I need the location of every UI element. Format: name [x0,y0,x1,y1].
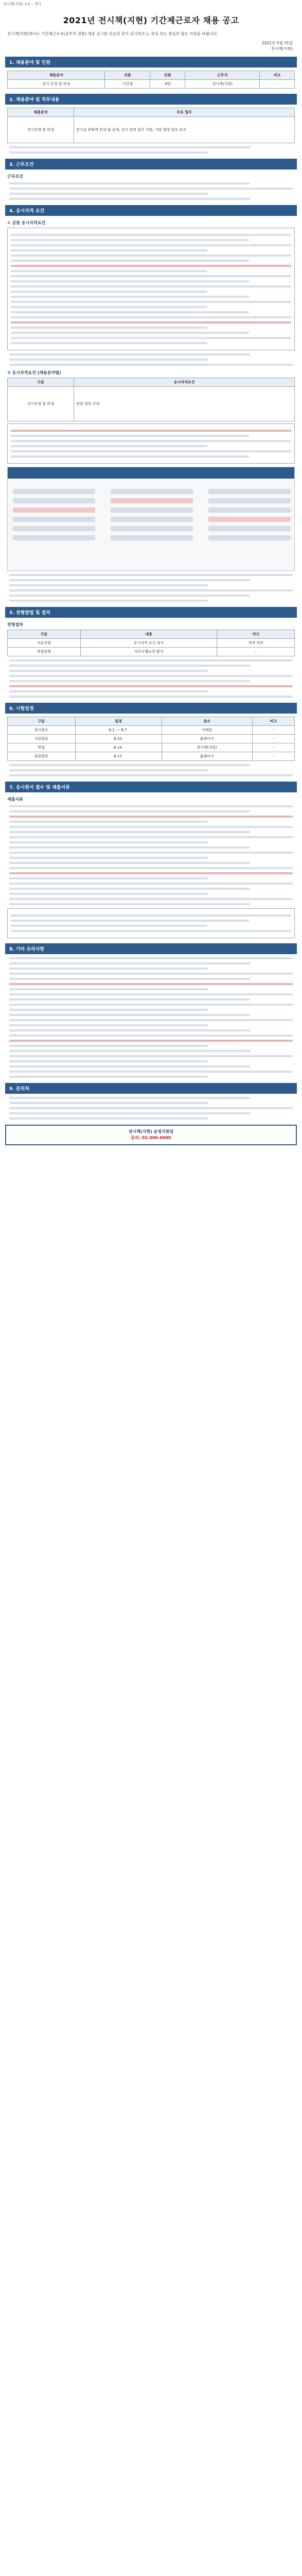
table4-cell: - [217,648,295,656]
table5-cell: - [252,752,294,761]
contact-phone: 문의: 02-000-0000 [131,1136,171,1140]
contact-box [5,1125,297,1145]
table5-header: 일정 [75,717,162,726]
table5-cell: - [252,743,294,752]
contact-organization: 전시책(지현) 운영지원팀 [128,1129,174,1134]
table5-cell: 홈페이지 [162,752,252,761]
section-8-header: 8. 기타 유의사항 [5,943,297,954]
intro-text: 전시책(지현)에서는 기간제근로자(공무직 전환) 채용 공고를 다음과 같이 실시하오니, 관심 있는 분들의 많은 지원을 바랍니다. [7,31,218,36]
table4-header: 구분 [8,630,81,639]
document-page [2,0,300,1145]
date-line [2,40,300,52]
selection-procedure-title: 전형절차 [7,622,23,627]
table3-cell: 관련 경력 우대 [74,387,295,421]
table2-header: 주요 업무 [74,108,295,117]
section-5-header: 5. 전형방법 및 절차 [5,607,297,618]
table4-cell: 적격 여부 [217,639,295,648]
table5-cell: 서류발표 [8,735,76,743]
table4-header: 비고 [217,630,295,639]
table1-cell: 전시책(지현) [185,80,260,89]
table5-cell: 6.10. [75,735,162,743]
common-qualification-title: ① 공통 응시자격요건 [7,221,46,225]
table5-cell: 6.17. [75,752,162,761]
schedule-table [7,717,295,761]
table1-cell: 기간제 [105,80,150,89]
organization: 전시책(지현) [271,46,293,51]
work-conditions-text [9,182,293,200]
table3-header: 응시자격요건 [74,378,295,387]
table4-cell: 면접전형 [8,648,81,656]
table5-header: 비고 [252,717,294,726]
table5-cell: 홈페이지 [162,735,252,743]
table1-cell: 전시 운영 및 안내 [8,80,105,89]
table4-header: 내용 [80,630,217,639]
documents-title: 제출서류 [7,797,23,802]
table5-cell: 최종발표 [8,752,76,761]
table3-cell: 전시운영 및 안내 [8,387,74,421]
table5-cell: 이메일 [162,726,252,735]
table2-header: 채용분야 [8,108,74,117]
table3-header: 구분 [8,378,74,387]
table5-cell: - [252,726,294,735]
duty-table [7,108,295,143]
table2-cell: 전시운영 및 안내 [8,117,74,143]
date: 2021년 5월 31일 [262,41,293,45]
section-4-header: 4. 응시자격 요건 [5,205,297,216]
section-2-notes [9,146,293,154]
procedure-table [7,630,295,656]
table2-cell: 전시실 관람객 안내 및 응대, 전시 관련 업무 지원, 기타 행정 업무 보조 [74,117,295,143]
section-2-header: 2. 채용분야 및 직무내용 [5,94,297,105]
table5-cell: 6.14. [75,743,162,752]
field-qualification-title: ② 응시자격요건 (채용분야별) [7,370,61,375]
table1-header: 인원 [150,71,185,80]
notes-text [9,957,293,1078]
application-form-image [7,467,295,571]
table4-cell: 직무수행능력 평가 [80,648,217,656]
table1-header: 근무지 [185,71,260,80]
page-title: 2021년 전시책(지현) 기간제근로자 채용 공고 [63,15,239,25]
qualification-notes [9,353,293,366]
section-3-header: 3. 근무조건 [5,159,297,170]
table5-cell: 전시책(지현) [162,743,252,752]
table5-header: 장소 [162,717,252,726]
table1-cell: 0명 [150,80,185,89]
section-9-header: 9. 문의처 [5,1083,297,1094]
table4-cell: 서류전형 [8,639,81,648]
section-3-subtitle: 근무조건 [7,174,23,179]
table1-header: 직종 [105,71,150,80]
schedule-notes [9,764,293,776]
section-1-header: 1. 채용분야 및 인원 [5,57,297,67]
table1-cell: - [260,80,295,89]
procedure-notes [9,659,293,698]
contact-notes [9,1097,293,1120]
table5-cell: 원서접수 [8,726,76,735]
qualification-detail-box [7,423,295,464]
table5-cell: 면접 [8,743,76,752]
table5-cell: - [252,735,294,743]
top-note: 전시책(지현) 1차 – 게시 [3,2,42,6]
recruit-table [7,71,295,89]
documents-box [7,908,295,938]
section-7-header: 7. 응시원서 접수 및 제출서류 [5,782,297,792]
table1-header: 채용분야 [8,71,105,80]
documents-text [9,805,293,905]
section-6-header: 6. 시험일정 [5,703,297,714]
table5-header: 구분 [8,717,76,726]
table1-header: 비고 [260,71,295,80]
form-notes [9,574,293,602]
table5-cell: 6.1. ~ 6.7. [75,726,162,735]
table4-cell: 응시자격 요건 심사 [80,639,217,648]
qualification-table [7,378,295,421]
common-qualification-box [7,228,295,350]
